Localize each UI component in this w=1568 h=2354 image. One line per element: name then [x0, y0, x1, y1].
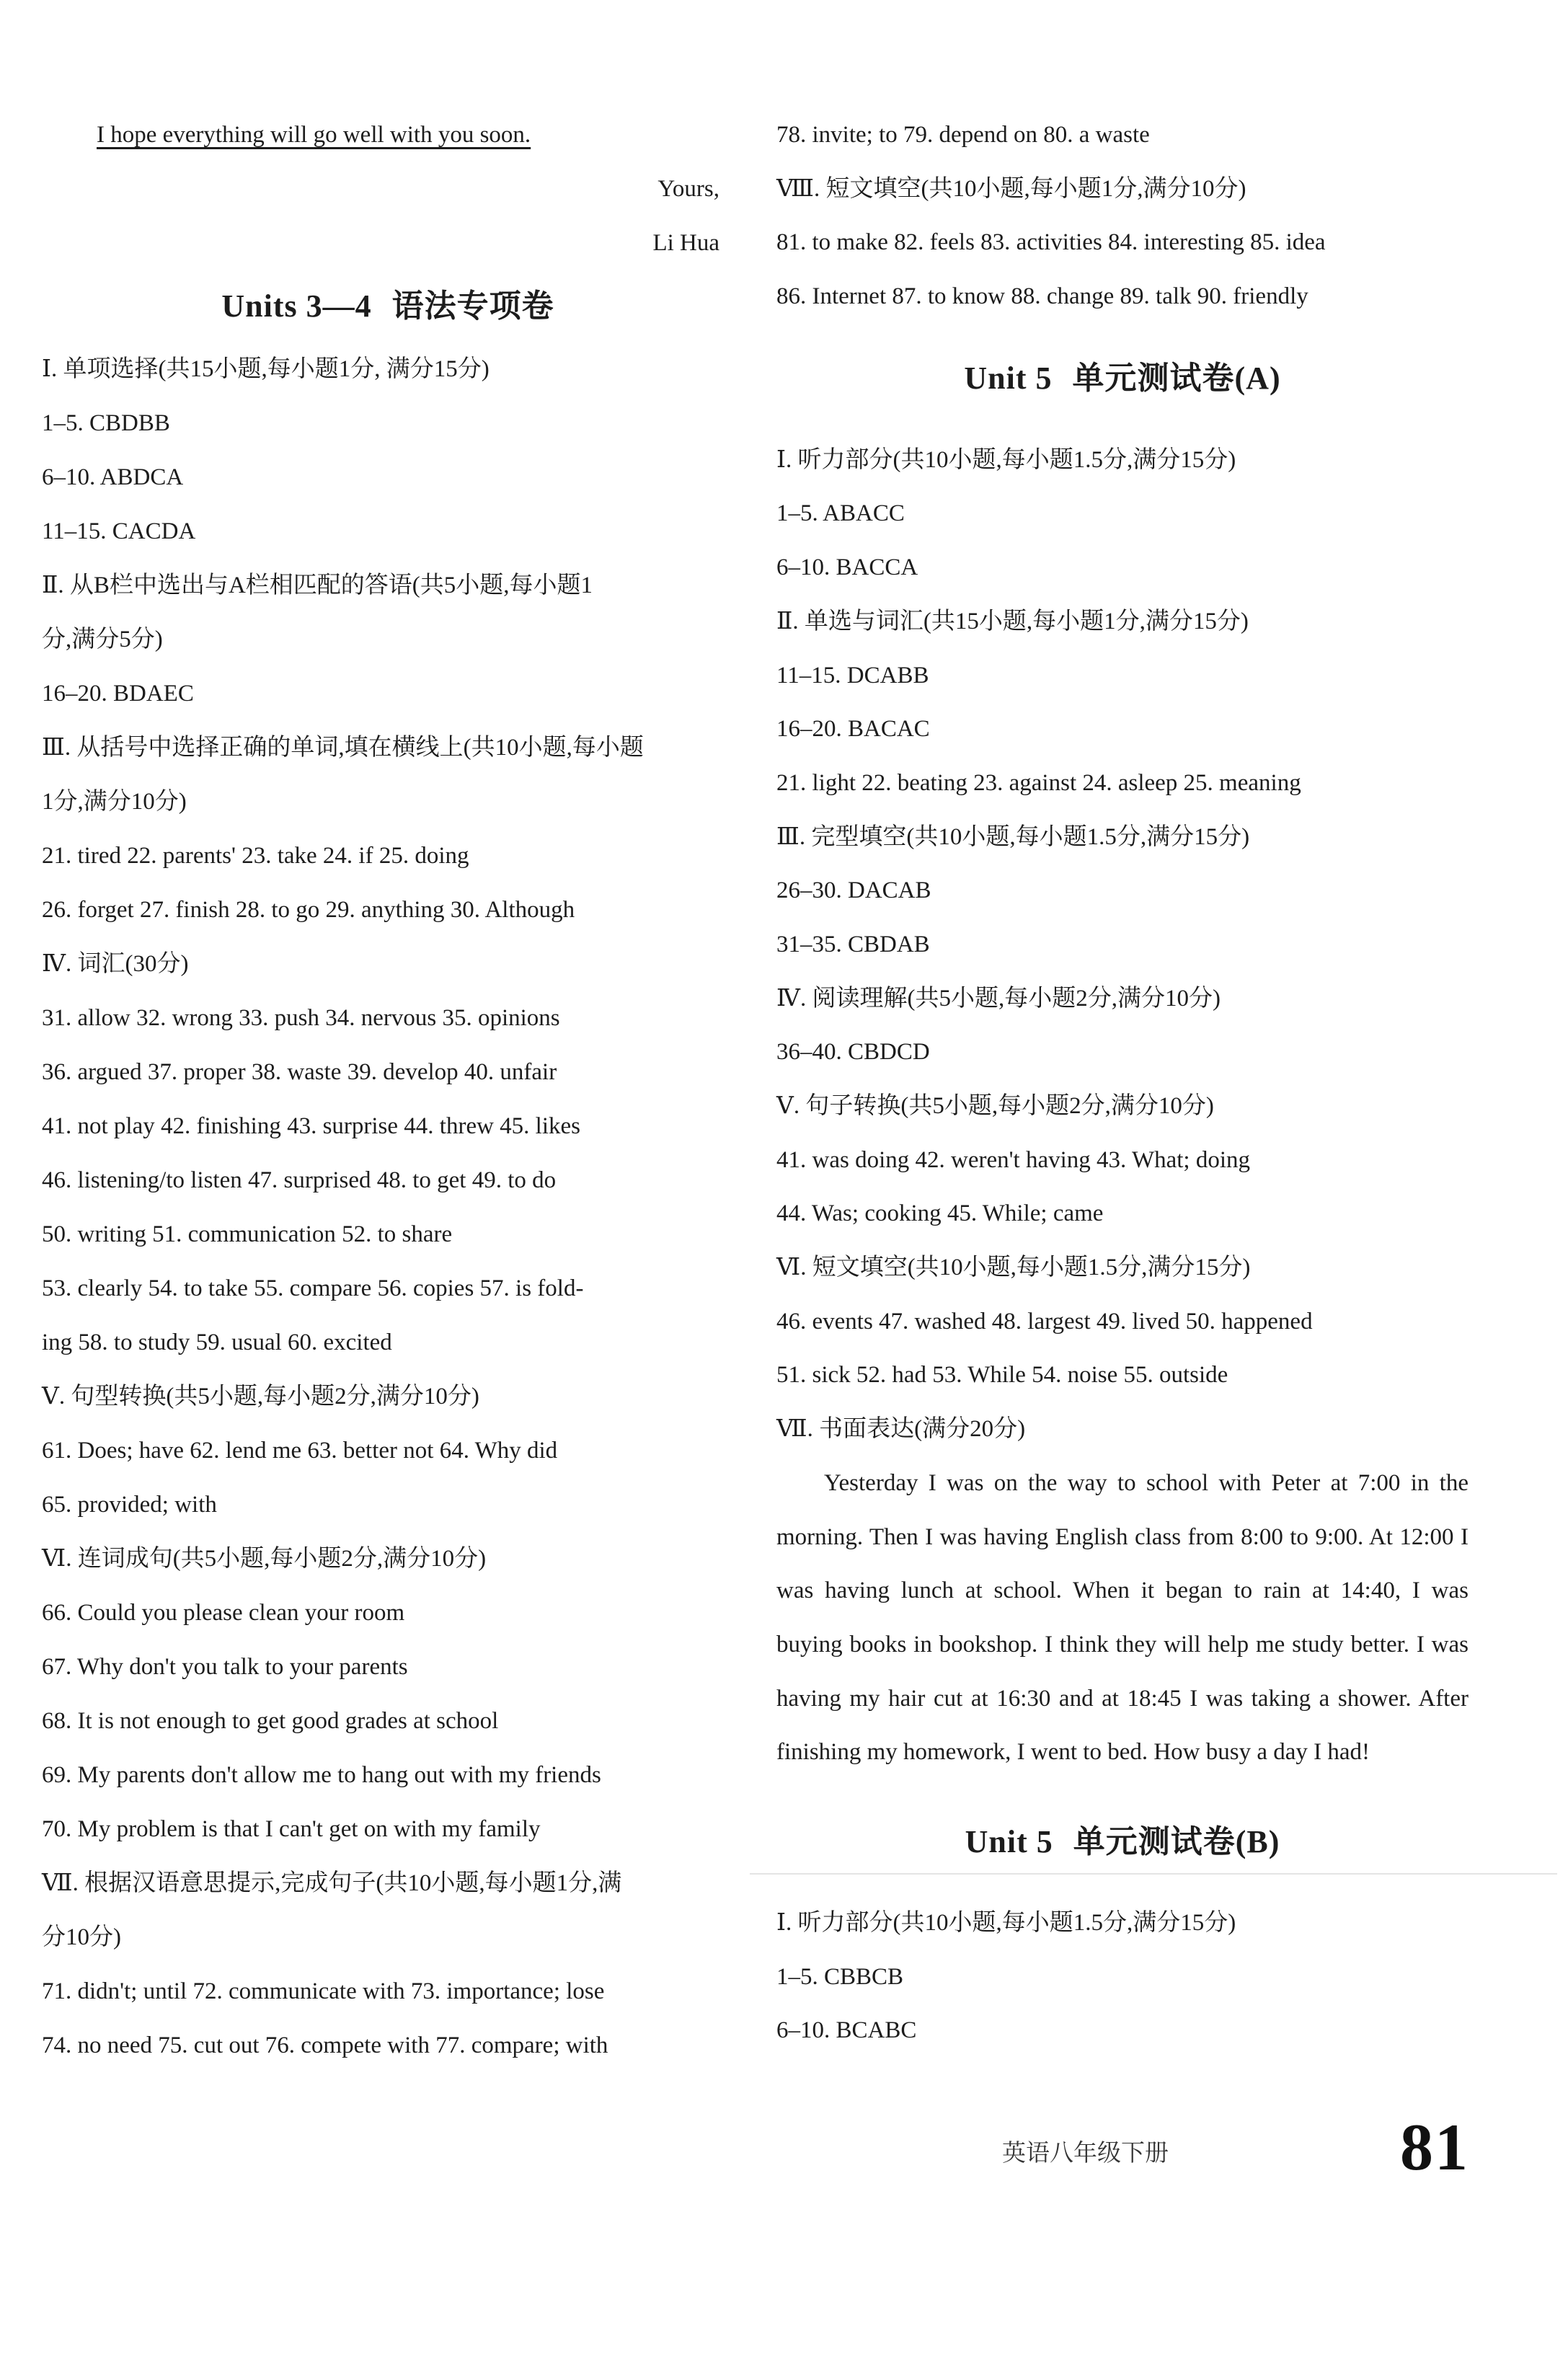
answer-line: Ⅵ. 短文填空(共10小题,每小题1.5分,满分15分): [776, 1255, 1251, 1281]
answer-line: Ⅰ. 单项选择(共15小题,每小题1分, 满分15分): [42, 356, 490, 382]
continued-answers: [776, 108, 1469, 324]
answer-line: 1–5. CBDBB: [42, 410, 170, 436]
units-3-4-answers: [42, 342, 734, 2073]
answer-line: 41. was doing 42. weren't having 43. What; doing: [776, 1146, 1250, 1173]
unit-5-a-answers: [776, 433, 1469, 1456]
answer-line: Ⅴ. 句子转换(共5小题,每小题2分,满分10分): [776, 1093, 1214, 1119]
letter-signature: Li Hua: [652, 230, 719, 256]
answer-line: 44. Was; cooking 45. While; came: [776, 1200, 1104, 1227]
answer-line: Ⅷ. 短文填空(共10小题,每小题1分,满分10分): [776, 175, 1246, 202]
answer-line: 70. My problem is that I can't get on with my family: [42, 1816, 541, 1842]
answer-line: 74. no need 75. cut out 76. compete with 77. compare; with: [42, 2032, 608, 2058]
answer-line: 6–10. ABDCA: [42, 464, 184, 490]
right-column: [776, 108, 1469, 2058]
title-cn: 单元测试卷(A): [1072, 360, 1281, 396]
answer-line: 86. Internet 87. to know 88. change 89. talk 90. friendly: [776, 283, 1308, 310]
answer-line: Ⅶ. 书面表达(满分20分): [776, 1416, 1026, 1443]
title-en: Unit 5: [965, 1824, 1053, 1860]
answer-line: 67. Why don't you talk to your parents: [42, 1654, 408, 1680]
answer-line: 分10分): [42, 1924, 121, 1950]
answer-line: 21. light 22. beating 23. against 24. asleep 25. meaning: [776, 769, 1301, 796]
answer-line: 41. not play 42. finishing 43. surprise 44. threw 45. likes: [42, 1113, 581, 1139]
answer-line: 65. provided; with: [42, 1492, 217, 1518]
answer-line: Ⅲ. 完型填空(共10小题,每小题1.5分,满分15分): [776, 823, 1250, 850]
model-essay: Yesterday I was on the way to school with Peter at 7:00 in the morning. Then I was having English class from 8:00 to 9:00. At 12:00 I was having lunch at school. When it began to rain at 14:40, I was buying books in bookshop. I think they will help me study better. I was having my hair cut at 16:30 and at 18:45 I was taking a shower. After finishing my homework, I went to bed. How busy a day I had!: [776, 1469, 1469, 1766]
answer-line: 68. It is not enough to get good grades at school: [42, 1708, 499, 1734]
book-label: 英语八年级下册: [1002, 2138, 1169, 2167]
answer-line: 16–20. BDAEC: [42, 681, 194, 707]
letter-closing: Yours,: [657, 176, 719, 202]
answer-line: Ⅳ. 阅读理解(共5小题,每小题2分,满分10分): [776, 985, 1221, 1012]
answer-line: 69. My parents don't allow me to hang out with my friends: [42, 1762, 601, 1788]
answer-line: 31–35. CBDAB: [776, 931, 930, 957]
left-column: [42, 108, 734, 2073]
title-en: Unit 5: [964, 360, 1053, 396]
answer-line: 66. Could you please clean your room: [42, 1600, 405, 1626]
answer-line: 71. didn't; until 72. communicate with 73. importance; lose: [42, 1978, 605, 2004]
answer-line: 1–5. CBBCB: [776, 1963, 904, 1990]
answer-line: 46. events 47. washed 48. largest 49. lived 50. happened: [776, 1308, 1313, 1335]
answer-line: 26. forget 27. finish 28. to go 29. anything 30. Although: [42, 897, 575, 923]
letter-closing-sentence: I hope everything will go well with you soon.: [97, 122, 531, 148]
answer-line: Ⅵ. 连词成句(共5小题,每小题2分,满分10分): [42, 1546, 487, 1572]
answer-line: Ⅱ. 单选与词汇(共15小题,每小题1分,满分15分): [776, 608, 1249, 634]
answer-line: Ⅴ. 句型转换(共5小题,每小题2分,满分10分): [42, 1384, 479, 1410]
answer-line: 1–5. ABACC: [776, 500, 905, 527]
answer-line: 31. allow 32. wrong 33. push 34. nervous 35. opinions: [42, 1005, 560, 1031]
answer-line: 78. invite; to 79. depend on 80. a waste: [776, 122, 1150, 148]
answer-line: 1分,满分10分): [42, 789, 187, 815]
answer-line: 11–15. DCABB: [776, 662, 929, 689]
title-cn: 语法专项卷: [391, 288, 554, 324]
answer-line: 26–30. DACAB: [776, 877, 931, 904]
title-cn: 单元测试卷(B): [1073, 1824, 1280, 1860]
answer-line: 11–15. CACDA: [42, 518, 196, 544]
answer-line: ing 58. to study 59. usual 60. excited: [42, 1329, 392, 1355]
answer-line: Ⅰ. 听力部分(共10小题,每小题1.5分,满分15分): [776, 446, 1236, 473]
answer-line: 16–20. BACAC: [776, 716, 930, 743]
page-number: 81: [1400, 2110, 1469, 2184]
answer-line: 46. listening/to listen 47. surprised 48. to get 49. to do: [42, 1167, 557, 1193]
answer-line: 6–10. BCABC: [776, 2017, 917, 2044]
answer-line: 81. to make 82. feels 83. activities 84. interesting 85. idea: [776, 229, 1326, 256]
answer-line: 50. writing 51. communication 52. to share: [42, 1221, 453, 1247]
answer-line: 51. sick 52. had 53. While 54. noise 55. outside: [776, 1362, 1228, 1389]
answer-line: 36. argued 37. proper 38. waste 39. develop 40. unfair: [42, 1059, 557, 1085]
section-title-unit-5-a: [776, 324, 1469, 433]
answer-line: 21. tired 22. parents' 23. take 24. if 25. doing: [42, 843, 469, 869]
answer-line: Ⅰ. 听力部分(共10小题,每小题1.5分,满分15分): [776, 1910, 1236, 1937]
answer-line: 36–40. CBDCD: [776, 1039, 930, 1066]
answer-line: 6–10. BACCA: [776, 554, 918, 581]
section-title-units-3-4: [42, 270, 734, 342]
answer-line: 分,满分5分): [42, 627, 163, 652]
unit-5-b-answers: [776, 1896, 1469, 2058]
answer-line: Ⅳ. 词汇(30分): [42, 951, 189, 977]
answer-line: Ⅶ. 根据汉语意思提示,完成句子(共10小题,每小题1分,满: [42, 1870, 622, 1896]
answer-line: 53. clearly 54. to take 55. compare 56. copies 57. is fold-: [42, 1275, 584, 1301]
section-title-unit-5-b: [776, 1788, 1469, 1896]
answer-line: Ⅱ. 从B栏中选出与A栏相匹配的答语(共5小题,每小题1: [42, 572, 593, 598]
section-divider: [750, 1873, 1557, 1875]
title-en: Units 3—4: [221, 288, 372, 324]
answer-line: Ⅲ. 从括号中选择正确的单词,填在横线上(共10小题,每小题: [42, 735, 644, 761]
answer-line: 61. Does; have 62. lend me 63. better not 64. Why did: [42, 1438, 558, 1464]
